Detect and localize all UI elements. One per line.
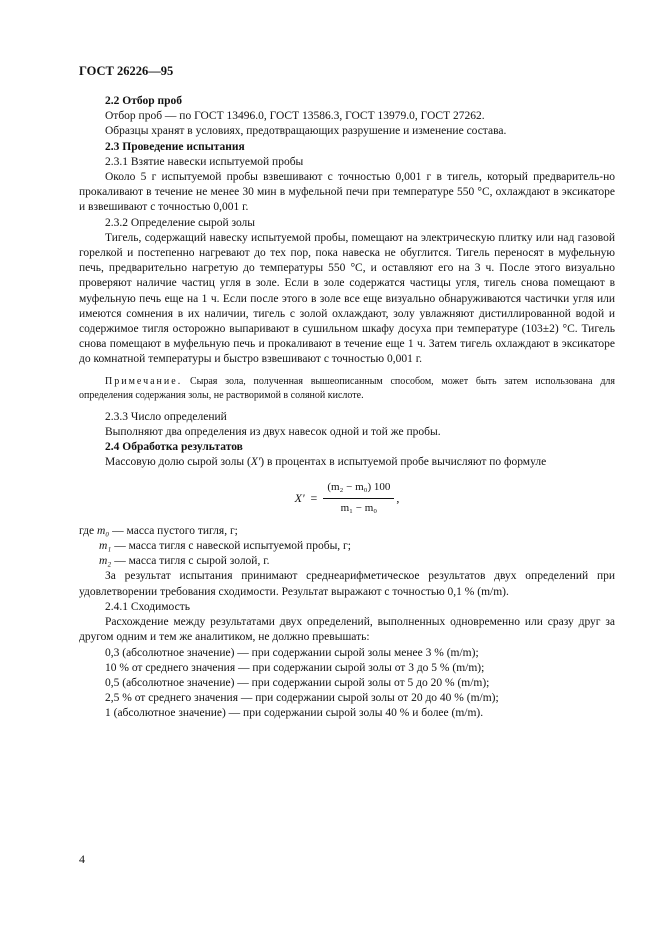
section-2-2-heading: 2.2 Отбор проб	[105, 95, 182, 107]
note-text: Сырая зола, полученная вышеописанным способом, может быть затем использована для определения содержания золы, не растворимой в соляной кислоте.	[79, 375, 616, 401]
limit-item: 10 % от среднего значения — при содержании сырой золы от 3 до 5 % (m/m);	[105, 661, 485, 674]
limit-item: 1 (абсолютное значение) — при содержании сырой золы 40 % и более (m/m).	[105, 707, 484, 720]
formula-comma: ,	[396, 490, 400, 505]
section-2-3-2-text: Тигель, содержащий навеску испытуемой пробы, помещают на электрическую плитку или над газовой горелкой и постепенно нагревают до тех пор, пока навеска не обуглится. Тигель переносят в муфельную печь, предварительно нагретую до температуры 550 °С, и оставляют его на 3 ч. После этого визуально проверяют наличие частиц угля в золе. Если в золе содержатся частицы угля, тигель снова помещают в муфельную печь еще на 1 ч. Если после этого в золе все еще визуально обнаруживаются частички угля или имеются сомнения в их наличии, тигель с золой охлаждают, золу увлажняют дистиллированной водой и содержимое тигля осторожно выпаривают в сушильном шкафу досуха при температуре (103±2) °С. Тигель снова помещают в муфельную печь и прокаливают в течение еще 1 ч. Затем тигель охлаждают в эксикаторе до комнатной температуры и быстро взвешивают с точностью 0,001 г.	[79, 231, 615, 366]
legend-row-m2: m₂ — масса тигля с сырой золой, г.	[99, 555, 270, 568]
limit-item: 0,3 (абсолютное значение) — при содержании сырой золы менее 3 % (m/m);	[105, 646, 479, 659]
limit-item: 0,5 (абсолютное значение) — при содержании сырой золы от 5 до 20 % (m/m);	[105, 676, 490, 689]
legend-row-m1: m₁ — масса тигля с навеской испытуемой пробы, г;	[99, 540, 351, 553]
formula-numerator: (m₂ − m₀) 100	[323, 480, 394, 498]
ash-formula	[79, 480, 615, 515]
section-2-3-1-title: 2.3.1 Взятие навески испытуемой пробы	[105, 155, 304, 168]
document-header: ГОСТ 26226—95	[79, 64, 174, 78]
legend-row-m0: где m₀ — масса пустого тигля, г;	[79, 524, 238, 537]
section-2-4-intro: Массовую долю сырой золы (X') в процентах в испытуемой пробе вычисляют по формуле	[105, 456, 547, 469]
result-text: За результат испытания принимают среднеарифметическое результатов двух определений при удовлетворении требования сходимости. Результат выражают с точностью 0,1 % (m/m).	[79, 570, 615, 598]
section-2-3-1-text: Около 5 г испытуемой пробы взвешивают с точностью 0,001 г в тигель, который предваритель-но прокаливают в течение не менее 30 мин в муфельной печи при температуре 550 °С, охлаждают в эксикаторе и взвешивают с точностью 0,001 г.	[79, 171, 615, 214]
section-2-3-3-text: Выполняют два определения из двух навесок одной и той же пробы.	[105, 425, 441, 438]
section-2-4-heading: 2.4 Обработка результатов	[105, 441, 243, 454]
formula-fraction	[323, 480, 394, 515]
formula-lhs: X'	[294, 490, 305, 505]
limit-item: 2,5 % от среднего значения — при содержании сырой золы от 20 до 40 % (m/m);	[105, 692, 499, 705]
section-2-2-line1: Отбор проб — по ГОСТ 13496.0, ГОСТ 13586.3, ГОСТ 13979.0, ГОСТ 27262.	[105, 110, 485, 123]
section-2-3-3-title: 2.3.3 Число определений	[105, 410, 227, 423]
section-2-2-line2: Образцы хранят в условиях, предотвращающих разрушение и изменение состава.	[105, 125, 507, 138]
formula-legend	[79, 524, 615, 570]
section-2-4-1-title: 2.4.1 Сходимость	[105, 600, 190, 613]
variable-x-prime: X'	[250, 456, 261, 469]
formula-equals: =	[310, 490, 318, 505]
note	[79, 375, 615, 403]
section-2-3-2-title: 2.3.2 Определение сырой золы	[105, 216, 256, 229]
section-2-3-heading: 2.3 Проведение испытания	[105, 140, 245, 153]
page-number: 4	[79, 852, 85, 866]
section-2-4-1-text: Расхождение между результатами двух определений, выполненных одновременно или сразу друг за другом одним и тем же аналитиком, не должно превышать:	[79, 616, 615, 644]
document-body	[79, 94, 615, 722]
formula-denominator: m₁ − m₀	[340, 501, 378, 514]
note-label: Примечание.	[105, 375, 183, 387]
